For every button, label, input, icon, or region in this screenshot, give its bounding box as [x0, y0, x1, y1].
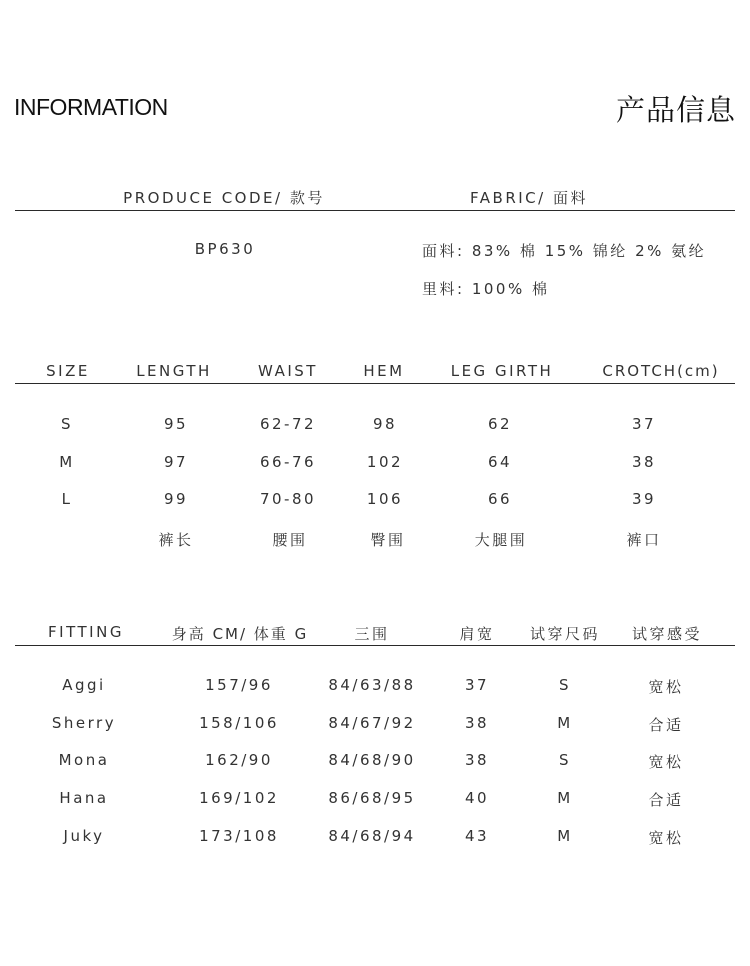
fitting-name-cell: Juky	[63, 827, 105, 845]
height-weight-cell: 158/106	[199, 714, 279, 732]
crotch-cell: 38	[631, 453, 657, 471]
fitting-header: FITTING	[48, 623, 124, 641]
leg-girth-cell: 62	[487, 415, 513, 433]
height-weight-cell: 162/90	[205, 751, 273, 769]
fit-size-cell: M	[557, 827, 573, 845]
divider-fitting	[15, 645, 735, 646]
fitting-name-cell: Sherry	[51, 714, 117, 732]
divider-size	[15, 383, 735, 384]
crotch-header: CROTCH(cm)	[602, 362, 720, 380]
title-en: INFORMATION	[14, 94, 168, 120]
fitting-name-cell: Mona	[58, 751, 110, 769]
fit-feel-cell: 宽松	[648, 678, 684, 696]
fitting-name-cell: Hana	[59, 789, 109, 807]
size-cell: L	[61, 490, 73, 508]
title-cn: 产品信息	[615, 93, 736, 127]
leg-girth-cell: 66	[487, 490, 513, 508]
measurements-cell: 86/68/95	[328, 789, 416, 807]
shoulder-cell: 40	[464, 789, 490, 807]
shoulder-cell: 43	[464, 827, 490, 845]
crotch-cell: 37	[631, 415, 657, 433]
fit-feel-header: 试穿感受	[631, 625, 703, 643]
fit-size-cell: S	[558, 676, 572, 694]
measurements-cell: 84/68/94	[328, 827, 416, 845]
height-weight-header: 身高 CM/ 体重 G	[171, 625, 309, 643]
produce-code-label: PRODUCE CODE/ 款号	[123, 189, 325, 207]
fit-feel-cell: 合适	[648, 716, 684, 734]
crotch-cell: 39	[631, 490, 657, 508]
waist-cell: 70-80	[259, 490, 317, 508]
hem-header: HEM	[363, 362, 405, 380]
fabric-line-lining: 里料: 100% 棉	[422, 280, 550, 298]
cn-label-length: 裤长	[158, 531, 194, 549]
size-cell: S	[60, 415, 74, 433]
cn-label-waist: 腰围	[272, 531, 308, 549]
fit-feel-cell: 宽松	[648, 753, 684, 771]
shoulder-cell: 37	[464, 676, 490, 694]
fabric-label: FABRIC/ 面料	[470, 189, 588, 207]
cn-label-hem: 臀围	[370, 531, 406, 549]
fit-size-cell: M	[557, 789, 573, 807]
waist-header: WAIST	[258, 362, 318, 380]
leg-girth-cell: 64	[487, 453, 513, 471]
height-weight-cell: 173/108	[199, 827, 279, 845]
height-weight-cell: 157/96	[205, 676, 273, 694]
leg-girth-header: LEG GIRTH	[450, 362, 554, 380]
fabric-line-outer: 面料: 83% 棉 15% 锦纶 2% 氨纶	[422, 242, 707, 260]
fitting-name-cell: Aggi	[62, 676, 106, 694]
measurements-cell: 84/63/88	[328, 676, 416, 694]
size-cell: M	[59, 453, 75, 471]
size-header: SIZE	[46, 362, 90, 380]
length-cell: 99	[163, 490, 189, 508]
fit-feel-cell: 合适	[648, 791, 684, 809]
produce-code-value: BP630	[194, 240, 256, 258]
shoulder-header: 肩宽	[459, 625, 495, 643]
fit-size-cell: S	[558, 751, 572, 769]
divider-product	[15, 210, 735, 211]
fit-size-cell: M	[557, 714, 573, 732]
fit-size-header: 试穿尺码	[529, 625, 601, 643]
height-weight-cell: 169/102	[199, 789, 279, 807]
measurements-cell: 84/67/92	[328, 714, 416, 732]
shoulder-cell: 38	[464, 751, 490, 769]
fit-feel-cell: 宽松	[648, 829, 684, 847]
waist-cell: 62-72	[259, 415, 317, 433]
cn-label-leg-girth: 大腿围	[474, 531, 528, 549]
waist-cell: 66-76	[259, 453, 317, 471]
hem-cell: 102	[366, 453, 404, 471]
hem-cell: 98	[372, 415, 398, 433]
length-header: LENGTH	[136, 362, 212, 380]
hem-cell: 106	[366, 490, 404, 508]
length-cell: 95	[163, 415, 189, 433]
measurements-header: 三围	[354, 625, 390, 643]
shoulder-cell: 38	[464, 714, 490, 732]
measurements-cell: 84/68/90	[328, 751, 416, 769]
cn-label-crotch: 裤口	[626, 531, 662, 549]
length-cell: 97	[163, 453, 189, 471]
